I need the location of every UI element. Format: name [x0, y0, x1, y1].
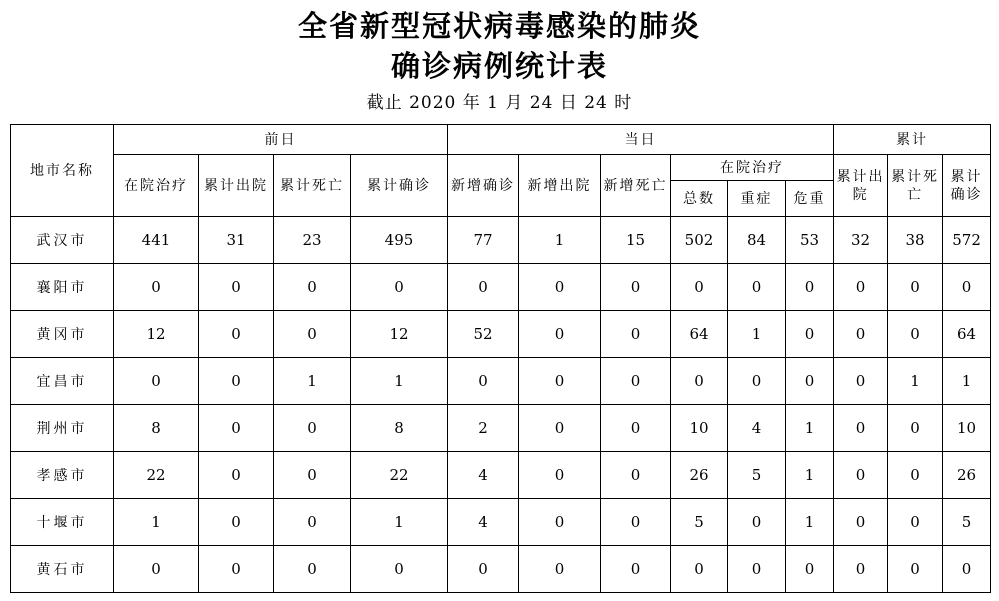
table-cell: 0 — [601, 311, 671, 358]
table-cell: 2 — [448, 405, 519, 452]
table-cell: 0 — [601, 499, 671, 546]
table-cell: 0 — [274, 405, 351, 452]
table-cell: 0 — [786, 546, 834, 593]
table-cell: 53 — [786, 217, 834, 264]
table-cell: 77 — [448, 217, 519, 264]
header-group-prev-day: 前日 — [114, 125, 448, 155]
table-cell: 12 — [351, 311, 448, 358]
header-city-name: 地市名称 — [11, 125, 114, 217]
table-cell: 4 — [448, 499, 519, 546]
header-new-confirmed: 新增确诊 — [448, 155, 519, 217]
table-cell: 32 — [834, 217, 888, 264]
table-cell: 0 — [274, 546, 351, 593]
table-cell: 1 — [943, 358, 991, 405]
table-cell: 12 — [114, 311, 199, 358]
table-cell: 0 — [199, 546, 274, 593]
table-cell: 0 — [199, 358, 274, 405]
table-row — [11, 311, 991, 358]
table-cell: 0 — [728, 499, 786, 546]
header-group-cumulative: 累计 — [834, 125, 991, 155]
header-group-current-day: 当日 — [448, 125, 834, 155]
table-cell: 4 — [728, 405, 786, 452]
table-cell: 0 — [834, 264, 888, 311]
table-cell: 0 — [671, 264, 728, 311]
table-row — [11, 358, 991, 405]
table-cell: 0 — [786, 358, 834, 405]
table-cell: 0 — [728, 264, 786, 311]
table-cell: 26 — [671, 452, 728, 499]
table-cell: 0 — [786, 311, 834, 358]
city-name-cell: 宜昌市 — [11, 358, 114, 405]
table-cell: 1 — [888, 358, 943, 405]
table-cell: 0 — [519, 311, 601, 358]
table-row — [11, 264, 991, 311]
table-cell: 0 — [834, 358, 888, 405]
header-cum-discharged: 累计出院 — [834, 155, 888, 217]
table-cell: 572 — [943, 217, 991, 264]
table-cell: 0 — [601, 405, 671, 452]
table-cell: 0 — [601, 452, 671, 499]
table-cell: 0 — [888, 499, 943, 546]
table-cell: 5 — [943, 499, 991, 546]
table-row — [11, 452, 991, 499]
header-prev-cum-confirmed: 累计确诊 — [351, 155, 448, 217]
table-cell: 5 — [728, 452, 786, 499]
table-cell: 8 — [351, 405, 448, 452]
table-cell: 0 — [199, 311, 274, 358]
header-in-hospital-critical: 危重 — [786, 181, 834, 217]
table-cell: 0 — [274, 452, 351, 499]
header-prev-in-hospital: 在院治疗 — [114, 155, 199, 217]
table-cell: 0 — [671, 358, 728, 405]
table-cell: 0 — [448, 358, 519, 405]
city-name-cell: 黄石市 — [11, 546, 114, 593]
header-prev-cum-deaths: 累计死亡 — [274, 155, 351, 217]
table-cell: 0 — [888, 452, 943, 499]
table-cell: 495 — [351, 217, 448, 264]
table-cell: 502 — [671, 217, 728, 264]
table-cell: 1 — [274, 358, 351, 405]
table-cell: 0 — [199, 499, 274, 546]
table-cell: 22 — [114, 452, 199, 499]
table-cell: 0 — [834, 311, 888, 358]
table-cell: 0 — [199, 405, 274, 452]
table-cell: 1 — [786, 499, 834, 546]
table-cell: 0 — [114, 546, 199, 593]
table-cell: 1 — [351, 358, 448, 405]
table-cell: 31 — [199, 217, 274, 264]
table-cell: 441 — [114, 217, 199, 264]
table-row — [11, 499, 991, 546]
table-cell: 0 — [519, 264, 601, 311]
table-cell: 0 — [728, 546, 786, 593]
table-cell: 0 — [199, 452, 274, 499]
table-cell: 0 — [274, 264, 351, 311]
city-name-cell: 荆州市 — [11, 405, 114, 452]
table-cell: 0 — [601, 358, 671, 405]
table-cell: 0 — [834, 499, 888, 546]
table-row — [11, 546, 991, 593]
table-cell: 1 — [728, 311, 786, 358]
report-date-subtitle: 截止 2020 年 1 月 24 日 24 时 — [366, 93, 633, 113]
table-cell: 0 — [601, 264, 671, 311]
table-cell: 0 — [834, 405, 888, 452]
header-cum-deaths: 累计死亡 — [888, 155, 943, 217]
table-row — [11, 405, 991, 452]
table-cell: 0 — [519, 452, 601, 499]
header-in-hospital-group: 在院治疗 — [671, 155, 834, 181]
table-cell: 0 — [888, 311, 943, 358]
table-cell: 23 — [274, 217, 351, 264]
table-cell: 0 — [519, 546, 601, 593]
table-row — [11, 217, 991, 264]
header-cum-confirmed: 累计确诊 — [943, 155, 991, 217]
table-header — [11, 125, 991, 217]
table-cell: 5 — [671, 499, 728, 546]
table-cell: 0 — [448, 264, 519, 311]
city-name-cell: 武汉市 — [11, 217, 114, 264]
table-cell: 10 — [943, 405, 991, 452]
title-line-1: 全省新型冠状病毒感染的肺炎 — [297, 9, 701, 43]
table-cell: 10 — [671, 405, 728, 452]
city-name-cell: 孝感市 — [11, 452, 114, 499]
table-cell: 0 — [519, 499, 601, 546]
table-cell: 64 — [671, 311, 728, 358]
table-cell: 8 — [114, 405, 199, 452]
title-line-2: 确诊病例统计表 — [390, 49, 608, 83]
table-cell: 0 — [943, 264, 991, 311]
header-prev-cum-discharged: 累计出院 — [199, 155, 274, 217]
header-in-hospital-total: 总数 — [671, 181, 728, 217]
table-cell: 84 — [728, 217, 786, 264]
table-cell: 0 — [888, 405, 943, 452]
table-cell: 0 — [834, 452, 888, 499]
table-cell: 52 — [448, 311, 519, 358]
table-cell: 0 — [888, 264, 943, 311]
table-cell: 1 — [114, 499, 199, 546]
table-cell: 0 — [519, 358, 601, 405]
stats-table — [10, 124, 991, 593]
table-cell: 1 — [786, 405, 834, 452]
table-cell: 0 — [834, 546, 888, 593]
table-cell: 0 — [351, 546, 448, 593]
table-cell: 4 — [448, 452, 519, 499]
city-name-cell: 襄阳市 — [11, 264, 114, 311]
table-cell: 0 — [728, 358, 786, 405]
table-body — [11, 217, 991, 593]
table-cell: 0 — [448, 546, 519, 593]
table-cell: 22 — [351, 452, 448, 499]
header-new-discharged: 新增出院 — [519, 155, 601, 217]
table-cell: 38 — [888, 217, 943, 264]
city-name-cell: 十堰市 — [11, 499, 114, 546]
table-cell: 0 — [519, 405, 601, 452]
table-cell: 0 — [351, 264, 448, 311]
table-cell: 1 — [519, 217, 601, 264]
table-cell: 0 — [114, 264, 199, 311]
table-cell: 0 — [671, 546, 728, 593]
table-cell: 0 — [786, 264, 834, 311]
table-cell: 1 — [786, 452, 834, 499]
table-cell: 26 — [943, 452, 991, 499]
table-cell: 0 — [601, 546, 671, 593]
table-cell: 0 — [114, 358, 199, 405]
header-in-hospital-severe: 重症 — [728, 181, 786, 217]
table-cell: 0 — [199, 264, 274, 311]
table-cell: 1 — [351, 499, 448, 546]
table-cell: 0 — [888, 546, 943, 593]
table-cell: 64 — [943, 311, 991, 358]
page-title — [0, 6, 999, 86]
table-cell: 0 — [274, 311, 351, 358]
header-new-deaths: 新增死亡 — [601, 155, 671, 217]
table-cell: 0 — [274, 499, 351, 546]
city-name-cell: 黄冈市 — [11, 311, 114, 358]
table-cell: 0 — [943, 546, 991, 593]
table-cell: 15 — [601, 217, 671, 264]
